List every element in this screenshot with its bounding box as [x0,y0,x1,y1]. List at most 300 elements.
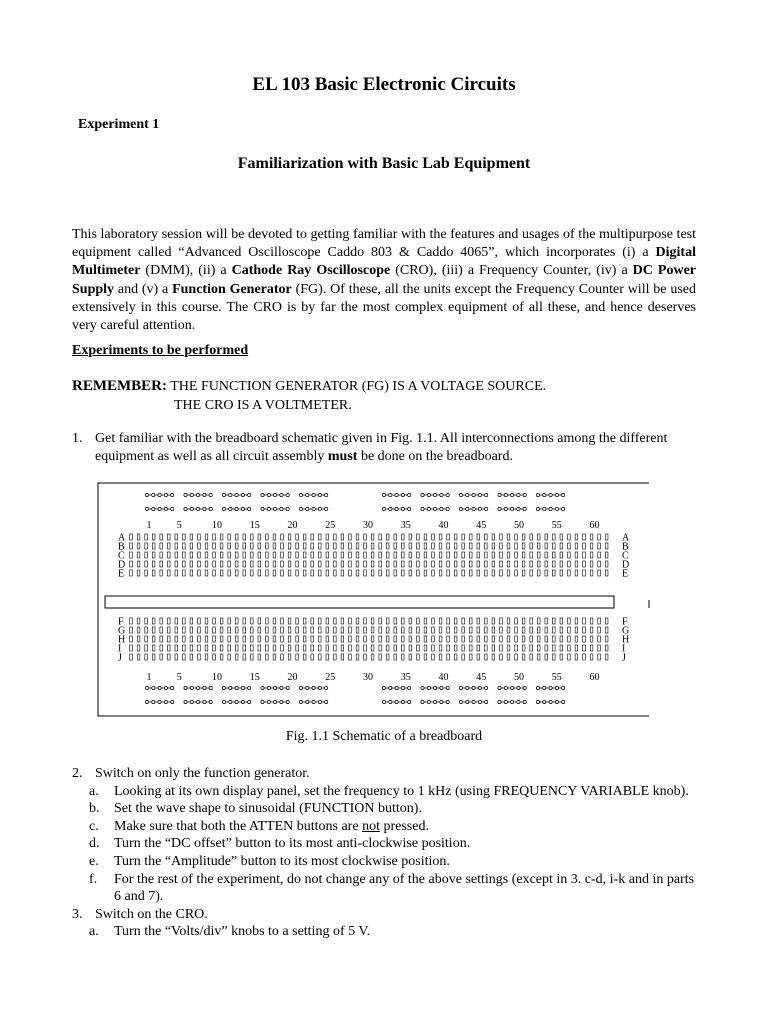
breadboard-hole [568,627,571,633]
breadboard-hole [432,627,435,633]
rail-hole [274,700,277,703]
breadboard-hole [228,561,231,567]
rail-hole [421,686,424,689]
rail-hole [511,507,514,510]
breadboard-hole [243,654,246,660]
breadboard-hole [515,570,518,576]
breadboard-hole [402,543,405,549]
breadboard-hole [485,561,488,567]
breadboard-hole [266,636,269,642]
rail-hole [498,507,501,510]
breadboard-hole [273,645,276,651]
section-heading: Experiments to be performed [72,343,249,358]
breadboard-hole [575,561,578,567]
breadboard-hole [334,618,337,624]
breadboard-hole [560,561,563,567]
breadboard-hole [568,570,571,576]
breadboard-hole [560,543,563,549]
breadboard-hole [167,627,170,633]
breadboard-hole [318,618,321,624]
rail-hole [523,507,526,510]
breadboard-hole [605,636,608,642]
rail-hole [401,686,404,689]
breadboard-hole [349,543,352,549]
breadboard-hole [220,570,223,576]
breadboard-hole [243,627,246,633]
breadboard-hole [515,552,518,558]
breadboard-hole [568,561,571,567]
breadboard-hole [341,618,344,624]
breadboard-hole [288,618,291,624]
breadboard-hole [235,627,238,633]
breadboard-hole [318,552,321,558]
breadboard-hole [198,552,201,558]
rail-hole [382,493,385,496]
breadboard-hole [485,645,488,651]
step-2f [72,871,696,906]
remember-label: REMEMBER: [72,378,167,394]
breadboard-hole [183,618,186,624]
breadboard-hole [439,636,442,642]
breadboard-hole [220,627,223,633]
rail-hole [274,493,277,496]
item-label: d. [89,836,100,852]
breadboard-hole [432,534,435,540]
breadboard-hole [409,618,412,624]
row-label-right: B [622,541,629,553]
breadboard-hole [167,645,170,651]
item-label: a. [89,924,99,940]
breadboard-hole [605,570,608,576]
rail-hole [382,507,385,510]
breadboard-hole [303,618,306,624]
breadboard-hole [198,645,201,651]
breadboard-hole [530,552,533,558]
breadboard-hole [386,552,389,558]
breadboard-hole [507,627,510,633]
breadboard-hole [575,654,578,660]
breadboard-hole [530,627,533,633]
breadboard-hole [417,654,420,660]
breadboard-hole [598,636,601,642]
breadboard-hole [318,636,321,642]
rail-hole [389,700,392,703]
column-number: 20 [287,672,298,683]
breadboard-hole [553,543,556,549]
breadboard-hole [152,627,155,633]
step-1 [72,430,696,466]
breadboard-hole [160,645,163,651]
breadboard-hole [371,618,374,624]
breadboard-hole [273,618,276,624]
breadboard-hole [386,570,389,576]
breadboard-hole [379,645,382,651]
breadboard-hole [303,561,306,567]
rail-hole [164,686,167,689]
rail-hole [543,686,546,689]
breadboard-hole [590,636,593,642]
rail-hole [408,493,411,496]
breadboard-hole [266,534,269,540]
breadboard-hole [424,618,427,624]
breadboard-hole [583,618,586,624]
rail-hole [203,700,206,703]
rail-hole [222,493,225,496]
breadboard-hole [477,618,480,624]
breadboard-hole [311,627,314,633]
breadboard-hole [553,627,556,633]
column-number: 40 [438,520,449,531]
column-number: 20 [287,520,298,531]
breadboard-hole [137,552,140,558]
breadboard-hole [454,618,457,624]
breadboard-hole [447,534,450,540]
row-label-right: I [622,643,626,655]
rail-hole [427,507,430,510]
breadboard-hole [266,618,269,624]
breadboard-hole [130,645,133,651]
breadboard-hole [590,645,593,651]
breadboard-hole [152,636,155,642]
breadboard-hole [318,654,321,660]
rail-hole [209,493,212,496]
breadboard-hole [205,627,208,633]
rail-hole [274,507,277,510]
breadboard-hole [598,534,601,540]
rail-hole [459,507,462,510]
breadboard-hole [311,561,314,567]
intro-text: (CRO), (iii) a Frequency Counter, (iv) a [390,263,633,279]
column-number: 1 [146,672,152,683]
breadboard-hole [318,561,321,567]
breadboard-hole [243,645,246,651]
row-label-left: A [118,532,126,544]
rail-hole [523,493,526,496]
breadboard-hole [364,627,367,633]
breadboard-hole [500,570,503,576]
breadboard-hole [583,654,586,660]
rail-hole [389,493,392,496]
rail-hole [555,493,558,496]
breadboard-hole [522,543,525,549]
rail-hole [299,507,302,510]
breadboard-hole [266,645,269,651]
step-text: Switch on only the function generator. [95,766,310,781]
term-dc-power-supply: DC Power Supply [72,263,696,297]
breadboard-hole [394,543,397,549]
row-label-right: J [622,652,626,664]
breadboard-hole [160,552,163,558]
breadboard-hole [296,618,299,624]
breadboard-hole [281,618,284,624]
breadboard-hole [281,561,284,567]
breadboard-hole [160,570,163,576]
breadboard-hole [379,543,382,549]
breadboard-hole [251,627,254,633]
rail-hole [408,507,411,510]
breadboard-hole [137,627,140,633]
breadboard-hole [598,552,601,558]
breadboard-hole [175,654,178,660]
breadboard-hole [175,618,178,624]
breadboard-hole [477,534,480,540]
breadboard-hole [258,552,261,558]
rail-hole [562,507,565,510]
breadboard-hole [228,552,231,558]
breadboard-hole [190,636,193,642]
breadboard-hole [598,570,601,576]
breadboard-hole [137,645,140,651]
breadboard-hole [296,645,299,651]
breadboard-hole [462,636,465,642]
item-text: Make sure that both the ATTEN buttons are [114,818,363,834]
rail-hole [325,700,328,703]
emphasis: must [327,449,358,464]
column-number: 50 [513,520,524,531]
step-3 [72,906,696,924]
breadboard-hole [266,654,269,660]
breadboard-hole [545,645,548,651]
breadboard-hole [386,636,389,642]
column-number: 1 [146,520,152,531]
rail-hole [229,686,232,689]
step-number: 3. [72,906,83,922]
rail-hole [434,493,437,496]
breadboard-hole [492,552,495,558]
breadboard-hole [175,552,178,558]
rail-hole [466,686,469,689]
breadboard-hole [160,654,163,660]
breadboard-hole [515,654,518,660]
remember-line-2: THE CRO IS A VOLTMETER. [174,398,352,413]
breadboard-hole [243,543,246,549]
intro-text: (DMM), (ii) a [140,263,232,279]
breadboard-hole [424,645,427,651]
breadboard-hole [288,561,291,567]
breadboard-hole [152,654,155,660]
breadboard-hole [341,561,344,567]
breadboard-hole [537,618,540,624]
breadboard-hole [145,618,148,624]
breadboard-hole [507,570,510,576]
breadboard-hole [553,534,556,540]
breadboard-hole [605,618,608,624]
breadboard-hole [130,534,133,540]
rail-hole [241,493,244,496]
rail-hole [446,507,449,510]
breadboard-hole [183,543,186,549]
breadboard-hole [492,618,495,624]
rail-hole [472,507,475,510]
breadboard-hole [439,645,442,651]
rail-hole [318,700,321,703]
breadboard-hole [462,534,465,540]
breadboard-hole [228,636,231,642]
rail-hole [421,700,424,703]
breadboard-hole [583,561,586,567]
rail-hole [459,686,462,689]
breadboard-hole [175,561,178,567]
breadboard-hole [205,654,208,660]
breadboard-hole [605,534,608,540]
rail-hole [261,493,264,496]
breadboard-hole [507,654,510,660]
rail-hole [267,493,270,496]
breadboard-hole [175,534,178,540]
breadboard-hole [379,561,382,567]
rail-hole [312,507,315,510]
breadboard-hole [424,561,427,567]
breadboard-hole [469,636,472,642]
breadboard-hole [575,534,578,540]
rail-hole [152,700,155,703]
breadboard-hole [424,636,427,642]
breadboard-hole [183,654,186,660]
item-text: For the rest of the experiment, do not change any of the above settings (except in 3. c-d, i-k and in parts 6 and 7). [114,871,695,905]
breadboard-hole [477,552,480,558]
breadboard-hole [349,534,352,540]
column-number: 35 [400,672,411,683]
breadboard-hole [605,654,608,660]
breadboard-hole [251,636,254,642]
rail-hole [197,700,200,703]
rail-hole [164,493,167,496]
breadboard-hole [583,645,586,651]
breadboard-hole [152,618,155,624]
breadboard-hole [334,561,337,567]
breadboard-hole [190,654,193,660]
breadboard-hole [537,645,540,651]
row-label-left: I [118,643,122,655]
breadboard-hole [500,534,503,540]
breadboard-hole [439,627,442,633]
breadboard-hole [402,636,405,642]
breadboard-hole [500,561,503,567]
breadboard-hole [220,561,223,567]
rail-hole [440,700,443,703]
rail-hole [318,507,321,510]
rail-hole [280,700,283,703]
breadboard-hole [258,543,261,549]
rail-hole [466,507,469,510]
breadboard-hole [409,534,412,540]
breadboard-hole [364,636,367,642]
rail-hole [543,700,546,703]
breadboard-hole [575,636,578,642]
breadboard-hole [175,570,178,576]
breadboard-hole [560,645,563,651]
breadboard-hole [288,627,291,633]
rail-hole [261,507,264,510]
column-number: 30 [362,672,373,683]
item-text: Turn the “Volts/div” knobs to a setting of 5 V. [114,924,371,940]
breadboard-hole [152,552,155,558]
breadboard-hole [190,627,193,633]
rail-hole [325,507,328,510]
breadboard-hole [454,645,457,651]
breadboard-hole [356,627,359,633]
experiment-subtitle: Familiarization with Basic Lab Equipment [237,155,531,172]
column-number: 60 [589,672,600,683]
breadboard-hole [432,636,435,642]
breadboard-hole [560,636,563,642]
rail-hole [446,686,449,689]
rail-hole [485,493,488,496]
breadboard-hole [515,561,518,567]
breadboard-hole [318,645,321,651]
breadboard-hole [515,618,518,624]
breadboard-hole [167,534,170,540]
breadboard-hole [454,534,457,540]
breadboard-hole [288,645,291,651]
breadboard-hole [515,627,518,633]
breadboard-hole [553,570,556,576]
breadboard-hole [130,543,133,549]
breadboard-hole [545,543,548,549]
breadboard-hole [167,654,170,660]
breadboard-hole [590,561,593,567]
rail-hole [235,700,238,703]
breadboard-hole [190,534,193,540]
breadboard-hole [560,552,563,558]
rail-hole [171,507,174,510]
breadboard-hole [334,627,337,633]
breadboard-hole [258,636,261,642]
breadboard-hole [469,570,472,576]
breadboard-hole [303,645,306,651]
breadboard-hole [190,618,193,624]
breadboard-hole [500,618,503,624]
rail-hole [555,507,558,510]
rail-hole [440,686,443,689]
breadboard-hole [251,645,254,651]
breadboard-hole [349,654,352,660]
breadboard-hole [545,636,548,642]
breadboard-hole [417,561,420,567]
rail-hole [280,686,283,689]
breadboard-hole [318,627,321,633]
breadboard-hole [530,570,533,576]
breadboard-hole [326,618,329,624]
breadboard-hole [205,570,208,576]
breadboard-hole [243,618,246,624]
breadboard-hole [288,552,291,558]
breadboard-hole [590,534,593,540]
breadboard-hole [235,561,238,567]
rail-hole [286,507,289,510]
breadboard-hole [530,645,533,651]
breadboard-hole [145,543,148,549]
breadboard-hole [160,627,163,633]
breadboard-hole [530,543,533,549]
breadboard-hole [394,618,397,624]
breadboard-hole [553,636,556,642]
breadboard-hole [130,627,133,633]
breadboard-hole [469,645,472,651]
breadboard-hole [545,570,548,576]
breadboard-hole [598,543,601,549]
breadboard-hole [167,543,170,549]
breadboard-hole [356,561,359,567]
breadboard-hole [447,645,450,651]
breadboard-hole [183,636,186,642]
breadboard-hole [507,636,510,642]
breadboard-hole [553,618,556,624]
rail-hole [299,686,302,689]
breadboard-hole [235,570,238,576]
breadboard-hole [417,543,420,549]
rail-hole [145,493,148,496]
